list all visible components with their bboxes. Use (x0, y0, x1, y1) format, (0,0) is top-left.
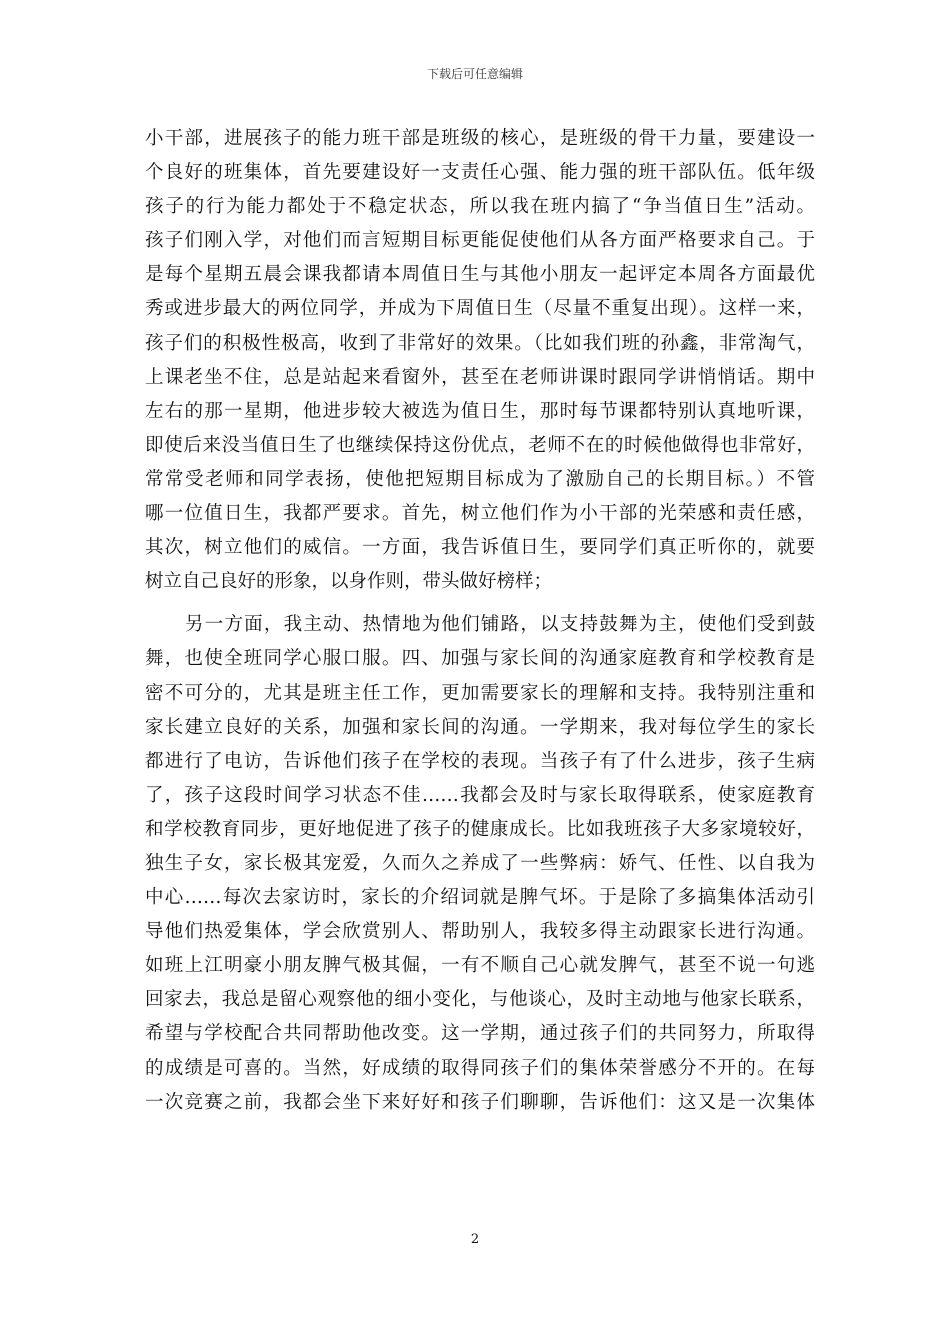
paragraph-line: 孩子的行为能力都处于不稳定状态，所以我在班内搞了“争当值日生”活动。 (145, 196, 815, 218)
document-body (145, 122, 815, 1120)
paragraph-line: 树立自己良好的形象，以身作则，带头做好榜样； (145, 571, 553, 593)
paragraph-line: 的成绩是可喜的。当然，好成绩的取得同孩子们的集体荣誉感分不开的。在每 (145, 1057, 815, 1079)
paragraph-line: 独生子女，家长极其宠爱，久而久之养成了一些弊病：娇气、任性、以自我为 (145, 852, 815, 874)
paragraph-line: 即使后来没当值日生了也继续保持这份优点，老师不在的时候他做得也非常好， (145, 434, 815, 456)
paragraph-line: 个良好的班集体，首先要建设好一支责任心强、能力强的班干部队伍。低年级 (145, 162, 815, 184)
paragraph-gap (145, 599, 815, 608)
paragraph-line: 是每个星期五晨会课我都请本周值日生与其他小朋友一起评定本周各方面最优 (145, 264, 815, 286)
paragraph-line: 都进行了电访，告诉他们孩子在学校的表现。当孩子有了什么进步，孩子生病 (145, 750, 815, 772)
page-header (0, 66, 950, 82)
paragraph-line: 上课老坐不住，总是站起来看窗外，甚至在老师讲课时跟同学讲悄悄话。期中 (145, 366, 815, 388)
paragraph-line: 家长建立良好的关系，加强和家长间的沟通。一学期来，我对每位学生的家长 (145, 716, 815, 738)
header-text: 下载后可任意编辑 (426, 67, 523, 81)
paragraph-line: 小干部，进展孩子的能力班干部是班级的核心，是班级的骨干力量，要建设一 (145, 128, 815, 149)
paragraph-line: 秀或进步最大的两位同学，并成为下周值日生（尽量不重复出现）。这样一来， (145, 298, 815, 320)
paragraph-line: 回家去，我总是留心观察他的细小变化，与他谈心，及时主动地与他家长联系， (145, 989, 815, 1011)
paragraph-line: 了，孩子这段时间学习状态不佳……我都会及时与家长取得联系，使家庭教育 (145, 784, 815, 806)
paragraph-line: 导他们热爱集体，学会欣赏别人、帮助别人，我较多得主动跟家长进行沟通。 (145, 921, 815, 943)
page-number-text: 2 (470, 1232, 480, 1247)
page-number (0, 1232, 950, 1248)
paragraph-line: 如班上江明豪小朋友脾气极其倔，一有不顺自己心就发脾气，甚至不说一句逃 (145, 955, 815, 977)
paragraph-line: 舞，也使全班同学心服口服。四、加强与家长间的沟通家庭教育和学校教育是 (145, 648, 815, 670)
paragraph-line: 哪一位值日生，我都严要求。首先，树立他们作为小干部的光荣感和责任感， (145, 503, 815, 525)
paragraph-line: 和学校教育同步，更好地促进了孩子的健康成长。比如我班孩子大多家境较好， (145, 818, 815, 840)
paragraph-line: 其次，树立他们的威信。一方面，我告诉值日生，要同学们真正听你的，就要 (145, 537, 815, 559)
paragraph-line: 另一方面，我主动、热情地为他们铺路，以支持鼓舞为主，使他们受到鼓 (185, 614, 815, 636)
paragraph-line: 孩子们的积极性极高，收到了非常好的效果。（比如我们班的孙鑫，非常淘气， (145, 332, 815, 354)
paragraph-line: 希望与学校配合共同帮助他改变。这一学期，通过孩子们的共同努力，所取得 (145, 1023, 815, 1045)
paragraph-line: 常常受老师和同学表扬，使他把短期目标成为了激励自己的长期目标。）不管 (145, 468, 815, 490)
paragraph-line: 孩子们刚入学，对他们而言短期目标更能促使他们从各方面严格要求自己。于 (145, 230, 815, 252)
paragraph-line: 密不可分的，尤其是班主任工作，更加需要家长的理解和支持。我特别注重和 (145, 682, 815, 704)
paragraph-line: 中心……每次去家访时，家长的介绍词就是脾气坏。于是除了多搞集体活动引 (145, 887, 815, 909)
paragraph-line: 一次竞赛之前，我都会坐下来好好和孩子们聊聊，告诉他们：这又是一次集体 (145, 1091, 815, 1113)
paragraph-line: 左右的那一星期，他进步较大被选为值日生，那时每节课都特别认真地听课， (145, 400, 815, 422)
